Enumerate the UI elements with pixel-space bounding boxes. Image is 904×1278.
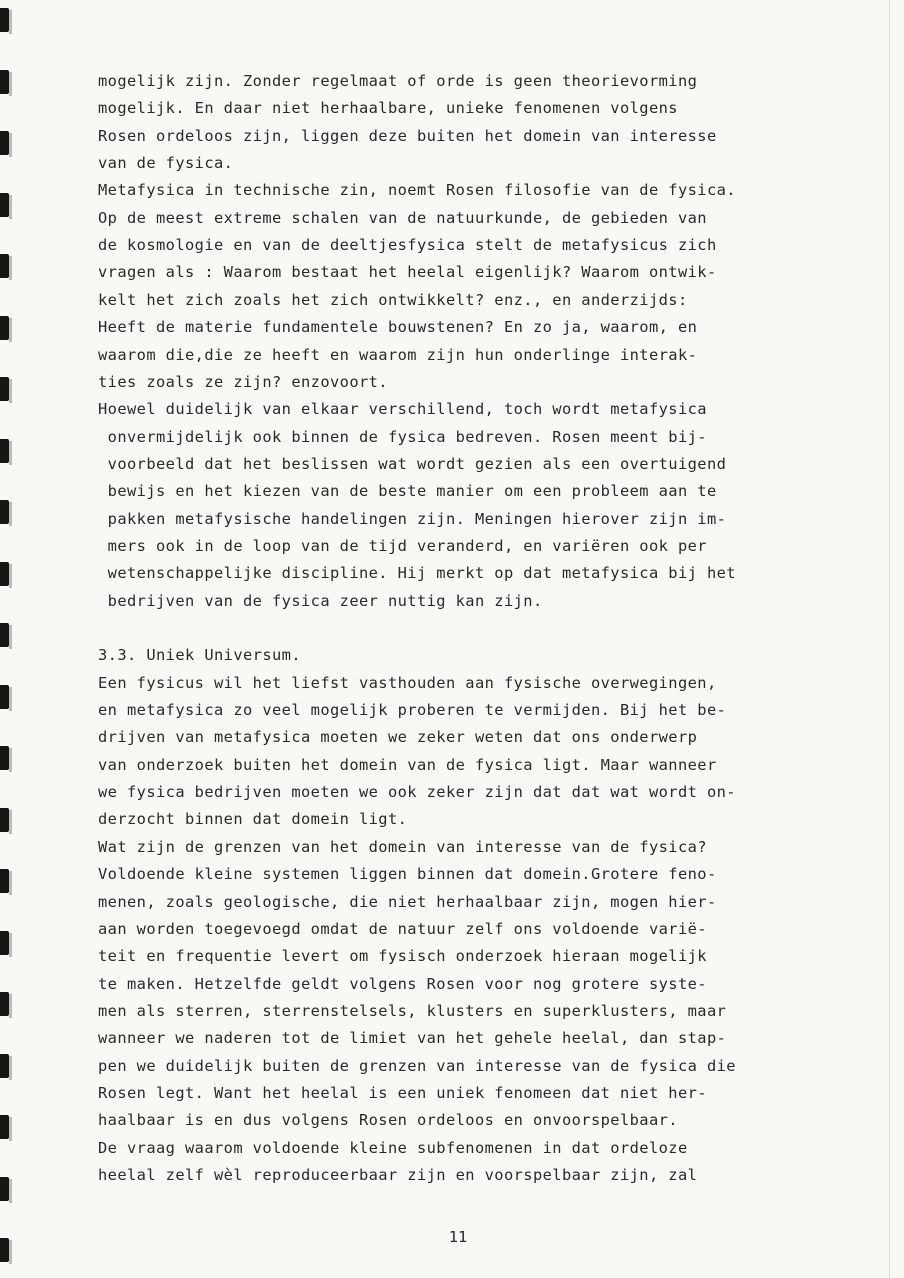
binding-wire xyxy=(9,1179,12,1203)
binding-hole xyxy=(0,992,9,1016)
binding-hole xyxy=(0,377,9,401)
binding-wire xyxy=(9,1117,12,1141)
binding-hole xyxy=(0,1115,9,1139)
binding-hole xyxy=(0,193,9,217)
text-line: Hoewel duidelijk van elkaar verschillend, toch wordt metafysica xyxy=(98,400,707,419)
text-line: aan worden toegevoegd omdat de natuur zelf ons voldoende varië- xyxy=(98,919,707,938)
page-number: 11 xyxy=(448,1228,468,1246)
text-line: we fysica bedrijven moeten we ook zeker zijn dat dat wat wordt on- xyxy=(98,783,736,802)
binding-wire xyxy=(9,564,12,588)
text-line: men als sterren, sterrenstelsels, klusters en superklusters, maar xyxy=(98,1001,727,1020)
text-line: mogelijk zijn. Zonder regelmaat of orde is geen theorievorming xyxy=(98,72,698,90)
binding-wire xyxy=(9,256,12,280)
text-line: heelal zelf wèl reproduceerbaar zijn en voorspelbaar zijn, zal xyxy=(98,1166,698,1184)
text-line: mogelijk. En daar niet herhaalbare, unieke fenomenen volgens xyxy=(98,99,678,118)
binding-hole xyxy=(0,1054,9,1078)
binding-hole xyxy=(0,8,9,32)
text-line: pen we duidelijk buiten de grenzen van interesse van de fysica die xyxy=(98,1056,736,1075)
binding-hole xyxy=(0,70,9,94)
text-line: Heeft de materie fundamentele bouwstenen? En zo ja, waarom, en xyxy=(98,318,698,337)
binding-hole xyxy=(0,685,9,709)
binding-wire xyxy=(9,994,12,1018)
binding-wire xyxy=(9,318,12,342)
text-line: pakken metafysische handelingen zijn. Meningen hierover zijn im- xyxy=(98,509,727,528)
text-line: en metafysica zo veel mogelijk proberen te vermijden. Bij het be- xyxy=(98,701,727,720)
text-line: van onderzoek buiten het domein van de fysica ligt. Maar wanneer xyxy=(98,755,717,774)
binding-hole xyxy=(0,254,9,278)
binding-wire xyxy=(9,10,12,34)
binding-hole xyxy=(0,1177,9,1201)
text-line: Rosen legt. Want het heelal is een uniek fenomeen dat niet her- xyxy=(98,1083,707,1102)
binding-hole xyxy=(0,562,9,586)
text-line: drijven van metafysica moeten we zeker weten dat ons onderwerp xyxy=(98,728,698,747)
text-line: te maken. Hetzelfde geldt volgens Rosen voor nog grotere syste- xyxy=(98,974,707,993)
binding-wire xyxy=(9,441,12,465)
text-line: van de fysica. xyxy=(98,154,234,173)
binding-wire xyxy=(9,871,12,895)
text-line: onvermijdelijk ook binnen de fysica bedreven. Rosen meent bij- xyxy=(98,427,707,446)
page-edge xyxy=(889,0,890,1278)
text-line: menen, zoals geologische, die niet herhaalbaar zijn, mogen hier- xyxy=(98,892,717,911)
text-line: Metafysica in technische zin, noemt Rosen filosofie van de fysica. xyxy=(98,181,736,200)
text-line: haalbaar is en dus volgens Rosen ordeloos en onvoorspelbaar. xyxy=(98,1111,678,1130)
text-line: bewijs en het kiezen van de beste manier om een probleem aan te xyxy=(98,482,717,501)
text-line: Voldoende kleine systemen liggen binnen dat domein.Grotere feno- xyxy=(98,865,717,884)
text-line: ties zoals ze zijn? enzovoort. xyxy=(98,372,388,391)
binding-wire xyxy=(9,1056,12,1080)
binding-wire xyxy=(9,195,12,219)
binding-wire xyxy=(9,133,12,157)
binding-hole xyxy=(0,316,9,340)
binding-hole xyxy=(0,439,9,463)
binding-wire xyxy=(9,933,12,957)
binding-hole xyxy=(0,808,9,832)
text-line: bedrijven van de fysica zeer nuttig kan zijn. xyxy=(98,591,543,610)
text-line: kelt het zich zoals het zich ontwikkelt? enz., en anderzijds: xyxy=(98,290,688,309)
text-line: Een fysicus wil het liefst vasthouden aan fysische overwegingen, xyxy=(98,673,717,692)
binding-hole xyxy=(0,131,9,155)
text-line: vragen als : Waarom bestaat het heelal eigenlijk? Waarom ontwik- xyxy=(98,263,717,282)
spiral-binding xyxy=(0,0,14,1278)
binding-wire xyxy=(9,379,12,403)
binding-wire xyxy=(9,748,12,772)
binding-wire xyxy=(9,810,12,834)
binding-hole xyxy=(0,931,9,955)
text-line: wanneer we naderen tot de limiet van het gehele heelal, dan stap- xyxy=(98,1029,727,1048)
binding-hole xyxy=(0,746,9,770)
binding-hole xyxy=(0,623,9,647)
binding-wire xyxy=(9,72,12,96)
text-line: voorbeeld dat het beslissen wat wordt gezien als een overtuigend xyxy=(98,454,727,473)
text-line: Rosen ordeloos zijn, liggen deze buiten het domein van interesse xyxy=(98,126,717,145)
binding-wire xyxy=(9,625,12,649)
binding-wire xyxy=(9,502,12,526)
text-line: Op de meest extreme schalen van de natuurkunde, de gebieden van xyxy=(98,208,707,227)
text-line: Wat zijn de grenzen van het domein van interesse van de fysica? xyxy=(98,837,707,856)
text-line: De vraag waarom voldoende kleine subfenomenen in dat ordeloze xyxy=(98,1138,688,1157)
text-line: teit en frequentie levert om fysisch onderzoek hieraan mogelijk xyxy=(98,947,707,966)
text-line: 3.3. Uniek Universum. xyxy=(98,646,301,665)
text-line: wetenschappelijke discipline. Hij merkt op dat metafysica bij het xyxy=(98,564,736,583)
text-line: mers ook in de loop van de tijd veranderd, en variëren ook per xyxy=(98,536,707,555)
binding-hole xyxy=(0,869,9,893)
binding-hole xyxy=(0,500,9,524)
text-line: derzocht binnen dat domein ligt. xyxy=(98,810,408,829)
text-line: waarom die,die ze heeft en waarom zijn hun onderlinge interak- xyxy=(98,345,698,364)
text-line: de kosmologie en van de deeltjesfysica stelt de metafysicus zich xyxy=(98,236,717,255)
binding-wire xyxy=(9,687,12,711)
